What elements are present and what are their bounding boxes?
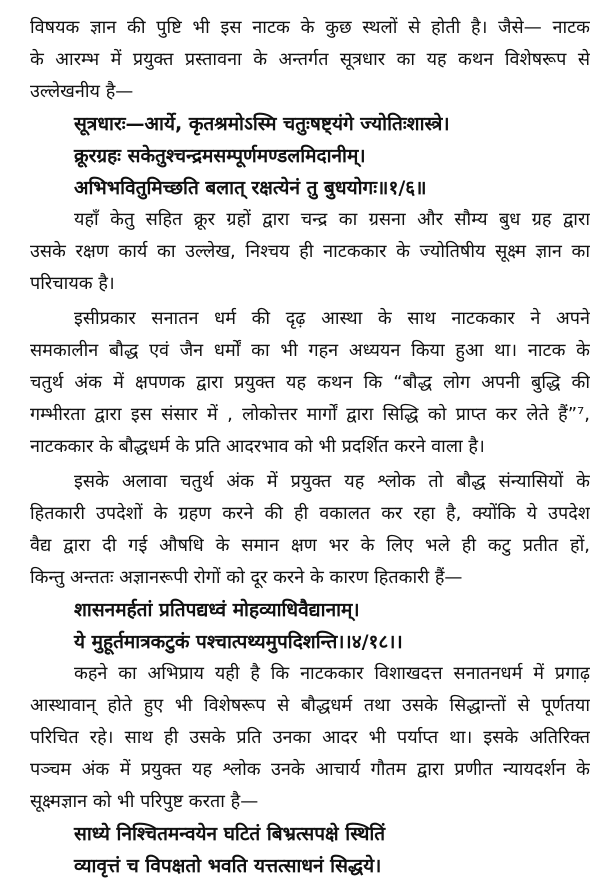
text-line: गम्भीरता द्वारा इस संसार में , लोकोत्तर मार्गों द्वारा सिद्धि को प्राप्त कर लेते हैं”⁷, — [30, 404, 590, 425]
paragraph-3 — [30, 303, 590, 463]
verse-3 — [30, 818, 590, 882]
verse-line: क्रूरग्रहः सकेतुश्चन्द्रमसम्पूर्णमण्डलमिदानीम्। — [74, 145, 366, 167]
text-line: उसके रक्षण कार्य का उल्लेख, निश्चय ही नाटककार के ज्योतिषीय सूक्ष्म ज्ञान का — [30, 241, 590, 262]
text-line: नाटककार के बौद्धधर्म के प्रति आदरभाव को भी प्रदर्शित करने वाला है। — [30, 436, 485, 457]
text-line: कहने का अभिप्राय यही है कि नाटककार विशाखदत्त सनातनधर्म में प्रगाढ़ — [74, 663, 590, 684]
verse-1 — [30, 108, 590, 204]
text-line: इसके अलावा चतुर्थ अंक में प्रयुक्त यह श्लोक तो बौद्ध संन्यासियों के — [74, 471, 590, 492]
text-line: आस्थावान् होते हुए भी विशेषरूप से बौद्धधर्म तथा उसके सिद्धान्तों से पूर्णतया — [30, 695, 590, 716]
text-line: सूक्ष्मज्ञान को भी परिपुष्ट करता है— — [30, 791, 259, 812]
paragraph-1 — [30, 12, 590, 108]
verse-line: शासनमर्हतां प्रतिपद्यध्वं मोहव्याधिवैद्यानाम्। — [74, 599, 360, 621]
text-line: वैद्य द्वारा दी गई औषधि के समान क्षण भर के लिए भले ही कटु प्रतीत हों, — [30, 535, 590, 556]
verse-2 — [30, 594, 590, 658]
text-line: विषयक ज्ञान की पुष्टि भी इस नाटक के कुछ स्थलों से होती है। जैसे— नाटक — [30, 17, 590, 38]
paragraph-4 — [30, 466, 590, 594]
verse-line: व्यावृत्तं च विपक्षतो भवति यत्तत्साधनं सिद्धये। — [74, 855, 382, 877]
text-line: हितकारी उपदेशों के ग्रहण करने की ही वकालत कर रहा है, क्योंकि ये उपदेश — [30, 503, 590, 524]
verse-line: सूत्रधारः—आर्ये, कृतश्रमोऽस्मि चतुःषष्ट्यंगे ज्योतिःशास्त्रे। — [74, 113, 450, 135]
text-line: यहाँ केतु सहित क्रूर ग्रहों द्वारा चन्द्र का ग्रसना और सौम्य बुध ग्रह द्वारा — [74, 209, 590, 230]
text-line: चतुर्थ अंक में क्षपणक द्वारा प्रयुक्त यह कथन कि “बौद्ध लोग अपनी बुद्धि की — [30, 372, 590, 393]
text-line: परिचित रहे। साथ ही उसके प्रति उनका आदर भी पर्याप्त था। इसके अतिरिक्त — [30, 727, 590, 748]
verse-line: ये मुहूर्तमात्रकटुकं पश्चात्पथ्यमुपदिशन्ति।।४/१८।। — [74, 631, 403, 653]
paragraph-2 — [30, 204, 590, 300]
text-line: के आरम्भ में प्रयुक्त प्रस्तावना के अन्तर्गत सूत्रधार का यह कथन विशेषरूप से — [30, 49, 590, 70]
paragraph-5 — [30, 658, 590, 818]
text-line: पञ्चम अंक में प्रयुक्त यह श्लोक उनके आचार्य गौतम द्वारा प्रणीत न्यायदर्शन के — [30, 759, 590, 780]
text-line: उल्लेखनीय है— — [30, 81, 134, 102]
text-line: इसीप्रकार सनातन धर्म की दृढ़ आस्था के साथ नाटककार ने अपने — [74, 308, 590, 329]
verse-line: साध्ये निश्चितमन्वयेन घटितं बिभ्रत्सपक्षे स्थितिं — [74, 823, 386, 845]
verse-line: अभिभवितुमिच्छति बलात् रक्षत्येनं तु बुधयोगः॥१/६॥ — [74, 177, 427, 199]
document-page — [30, 12, 590, 882]
text-line: किन्तु अन्ततः अज्ञानरूपी रोगों को दूर करने के कारण हितकारी हैं— — [30, 567, 463, 588]
text-line: समकालीन बौद्ध एवं जैन धर्मों का भी गहन अध्ययन किया हुआ था। नाटक के — [30, 340, 590, 361]
text-line: परिचायक है। — [30, 273, 115, 294]
